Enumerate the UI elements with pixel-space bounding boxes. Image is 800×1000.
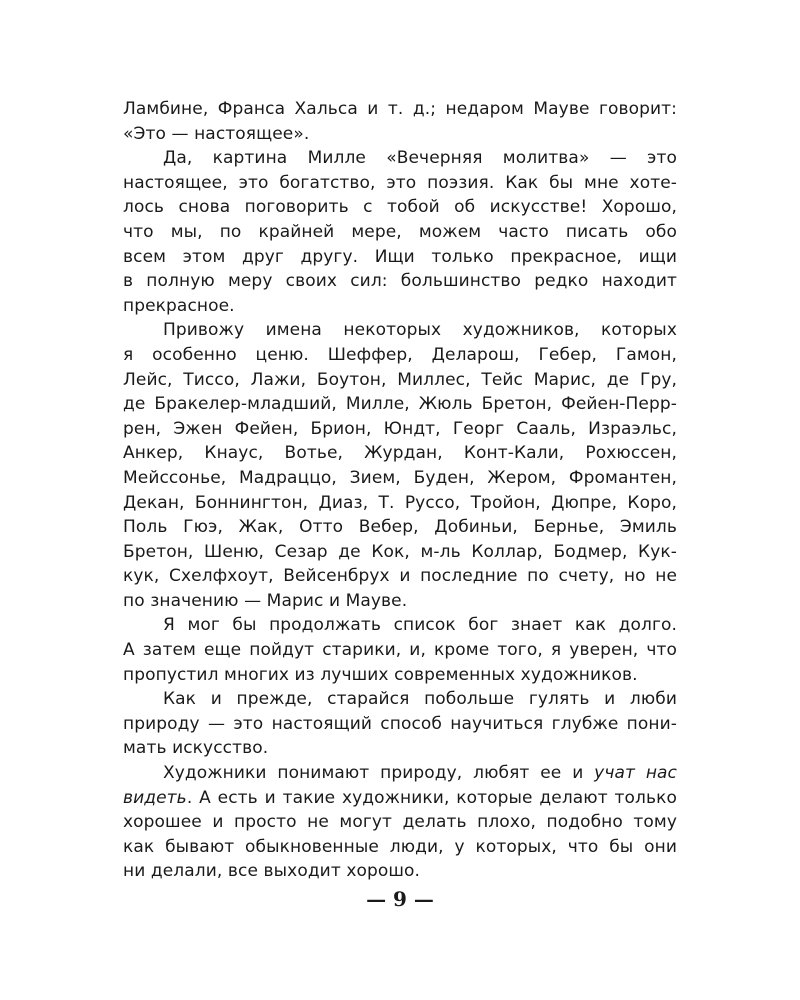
text-line: как бывают обыкновенные люди, у которых, что бы они bbox=[123, 836, 677, 857]
text-line: Я мог бы продолжать список бог знает как долго. bbox=[163, 615, 677, 636]
text-line: Ламбине, Франса Хальса и т. д.; недаром Мауве говорит: bbox=[123, 99, 677, 119]
text-line: хорошее и просто не могут делать плохо, подобно тому bbox=[123, 812, 677, 833]
text-line: лось снова поговорить с тобой об искусстве! Хорошо, bbox=[123, 197, 677, 218]
text-line: «Это — настоящее». bbox=[123, 123, 310, 144]
text-line: Да, картина Милле «Вечерняя молитва» — это bbox=[163, 148, 677, 169]
text-line: кук, Схелфхоут, Вейсенбрух и последние по счету, но не bbox=[123, 566, 677, 587]
text-line: Художники понимают природу, любят ее и учат нас bbox=[163, 763, 678, 784]
text-line: Бретон, Шеню, Сезар де Кок, м-ль Коллар, Бодмер, Кук- bbox=[123, 541, 677, 562]
text-line: Мейссонье, Мадраццо, Зием, Буден, Жером, Фромантен, bbox=[123, 467, 677, 488]
text-line: настоящее, это богатство, это поэзия. Как бы мне хоте- bbox=[123, 172, 677, 193]
text-line: я особенно ценю. Шеффер, Деларош, Гебер, Гамон, bbox=[123, 344, 677, 365]
text-line: пропустил многих из лучших современных художников. bbox=[123, 664, 638, 685]
text-line: природу — это настоящий способ научиться глубже пони- bbox=[123, 713, 677, 734]
text-line: Декан, Боннингтон, Диаз, Т. Руссо, Тройон, Дюпре, Коро, bbox=[123, 492, 677, 513]
text-line: по значению — Марис и Мауве. bbox=[123, 590, 408, 611]
text-line: всем этом друг другу. Ищи только прекрасное, ищи bbox=[123, 246, 677, 267]
italic-text: видеть bbox=[123, 787, 187, 808]
italic-text: учат нас bbox=[594, 763, 678, 784]
text-line: в полную меру своих сил: большинство редко находит bbox=[123, 271, 677, 292]
text-line: Анкер, Кнаус, Вотье, Журдан, Конт-Кали, Рохюссен, bbox=[123, 443, 677, 464]
text-line: де Бракелер-младший, Милле, Жюль Бретон, Фейен-Перр- bbox=[123, 394, 677, 415]
text-line: что мы, по крайней мере, можем часто писать обо bbox=[123, 221, 677, 242]
text-line: мать искусство. bbox=[123, 738, 269, 759]
text-line: прекрасное. bbox=[123, 295, 235, 316]
text-line: Лейс, Тиссо, Лажи, Боутон, Миллес, Тейс Марис, де Гру, bbox=[123, 369, 677, 390]
page-number: — 9 — bbox=[366, 887, 434, 911]
text-line: Привожу имена некоторых художников, которых bbox=[163, 320, 677, 341]
text-line: ни делали, все выходит хорошо. bbox=[123, 861, 421, 882]
text-line: А затем еще пойдут старики, и, кроме того, я уверен, что bbox=[123, 640, 677, 661]
text-line: видеть. А есть и такие художники, которые делают только bbox=[123, 787, 677, 808]
text-line: Поль Гюэ, Жак, Отто Вебер, Добиньи, Бернье, Эмиль bbox=[123, 517, 677, 538]
page-body-text bbox=[123, 97, 677, 884]
text-line: рен, Эжен Фейен, Брион, Юндт, Георг Сааль, Израэльс, bbox=[123, 418, 677, 439]
text-line: Как и прежде, старайся побольше гулять и люби bbox=[163, 689, 677, 710]
